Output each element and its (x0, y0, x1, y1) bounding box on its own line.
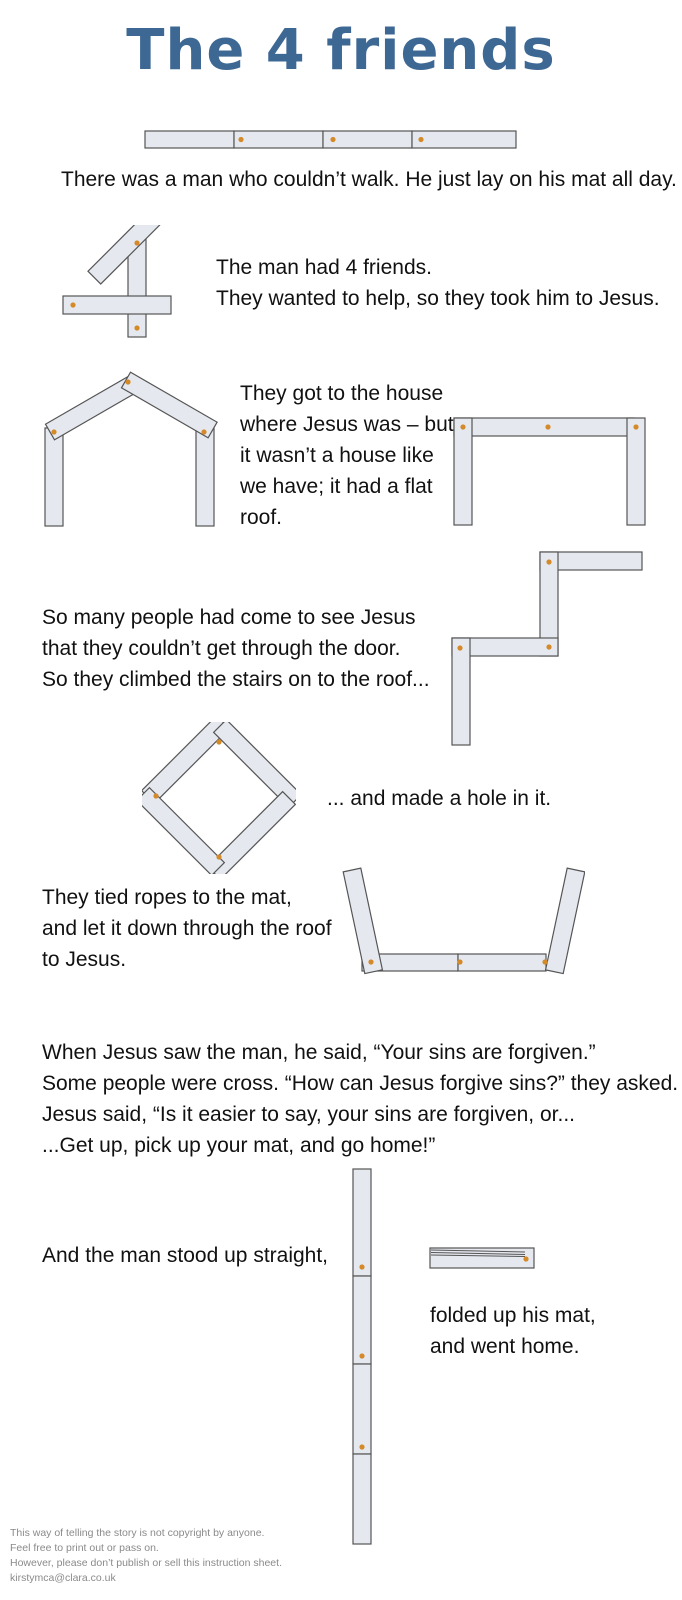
lowering-mat-figure (340, 862, 585, 980)
number-four-figure (55, 225, 180, 345)
footer-note: This way of telling the story is not copyright by anyone. Feel free to print out or pass on. However, please don’t publish or sell this instruction sheet. kirstymca@clara.co.uk (10, 1527, 282, 1584)
story-line-4: So many people had come to see Jesus that they couldn’t get through the door. So they climbed the stairs on to the roof... (42, 606, 430, 691)
story-line-1: There was a man who couldn’t walk. He just lay on his mat all day. (61, 168, 677, 191)
story-line-5: ... and made a hole in it. (327, 787, 552, 810)
hole-diamond-figure (142, 722, 296, 874)
story-line-2: The man had 4 friends. They wanted to help, so they took him to Jesus. (216, 256, 660, 310)
standing-figure (348, 1166, 378, 1548)
story-line-8: And the man stood up straight, (42, 1244, 329, 1267)
story-line-3: They got to the house where Jesus was – but it wasn’t a house like we have; it had a flat roof. (240, 382, 454, 529)
story-line-9: folded up his mat, and went home. (430, 1304, 596, 1358)
story-line-6: They tied ropes to the mat, and let it down through the roof to Jesus. (42, 886, 332, 971)
stairs-figure (444, 546, 649, 751)
house-figure (38, 360, 223, 535)
flat-roof-house-figure (448, 412, 648, 532)
page-title: The 4 friends (126, 18, 556, 83)
mat-flat-figure (140, 126, 525, 156)
folded-mat-figure (425, 1240, 541, 1274)
story-line-7: When Jesus saw the man, he said, “Your sins are forgiven.” Some people were cross. “How can Jesus forgive sins?” they asked. Jesus said, “Is it easier to say, your sins are forgiven, or... ...Get up, pick up your mat, and go home!” (42, 1041, 679, 1157)
